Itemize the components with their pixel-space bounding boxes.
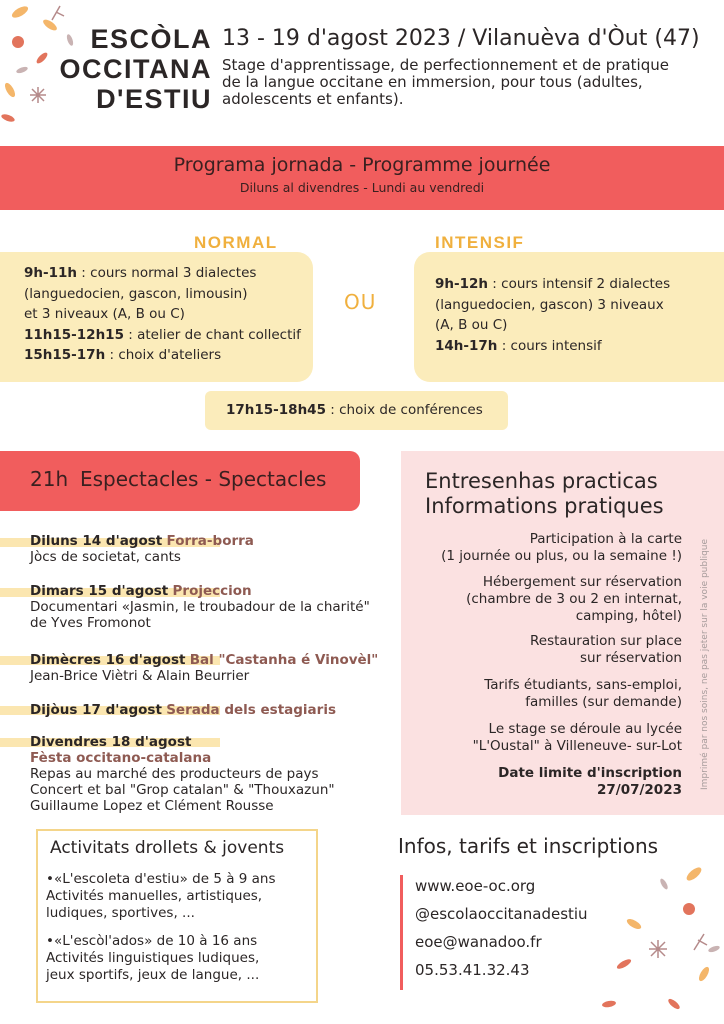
email-link[interactable]: eoe@wanadoo.fr: [415, 933, 542, 951]
info-paragraph: Participation à la carte (1 journée ou plus, ou la semaine !): [441, 531, 682, 564]
program-banner: [0, 146, 724, 210]
schedule-line: 15h15-17h : choix d'ateliers: [24, 347, 222, 363]
leaves-decoration-bottom-icon: [594, 854, 724, 1024]
practical-info-title: Entresenhas practicas Informations pratiques: [425, 469, 664, 518]
info-paragraph: Tarifs étudiants, sans-emploi, familles (sur demande): [484, 677, 682, 710]
event-item: Diluns 14 d'agost Forra-borra Jòcs de societat, cants: [30, 533, 254, 565]
evening-title: Espectacles - Spectacles: [80, 467, 327, 491]
or-separator: OU: [344, 290, 377, 314]
program-title: Programa jornada - Programme journée: [173, 154, 551, 176]
schedule-line: 9h-12h : cours intensif 2 dialectes: [435, 276, 671, 292]
event-dates: 13 - 19 d'agost 2023 / Vilanuèva d'Òut (47): [222, 26, 700, 51]
conference-box: [205, 391, 508, 430]
phone-number[interactable]: 05.53.41.32.43: [415, 961, 530, 979]
schedule-line: 14h-17h : cours intensif: [435, 337, 602, 354]
registration-deadline: Date limite d'inscription 27/07/2023: [498, 765, 682, 798]
logo-line: OCCITANA: [59, 54, 212, 84]
print-notice: Imprimé par nos soins, ne pas jeter sur la voie publique: [700, 538, 710, 790]
contact-divider: [400, 875, 403, 990]
intensif-label: INTENSIF: [435, 233, 525, 252]
event-description: Stage d'apprentissage, de perfectionnement et de pratique de la langue occitane en immersion, pour tous (adultes, adolescents et enfants).: [222, 56, 669, 108]
school-logo: [52, 24, 212, 114]
event-item: Dijòus 17 d'agost Serada dels estagiaris: [30, 702, 336, 718]
social-handle[interactable]: @escolaoccitanadestiu: [415, 905, 588, 923]
evening-time: 21h: [30, 467, 69, 491]
schedule-line: 11h15-12h15 : atelier de chant collectif: [24, 326, 301, 343]
youth-activity-item: •«L'escòl'ados» de 10 à 16 ans Activités linguistiques ludiques, jeux sportifs, jeux de langue, ...: [46, 933, 260, 983]
event-item: Dimècres 16 d'agost Bal "Castanha é Vinovèl" Jean-Brice Viètri & Alain Beurrier: [30, 652, 379, 684]
info-paragraph: Restauration sur place sur réservation: [530, 633, 682, 666]
contact-title: Infos, tarifs et inscriptions: [398, 834, 659, 858]
youth-activity-item: •«L'escoleta d'estiu» de 5 à 9 ans Activités manuelles, artistiques, ludiques, sportives, ...: [46, 871, 276, 921]
info-paragraph: Le stage se déroule au lycée "L'Oustal" à Villeneuve- sur-Lot: [472, 721, 682, 754]
normal-schedule-box: [0, 252, 313, 382]
logo-line: ESCÒLA: [90, 24, 212, 54]
intensif-schedule-box: [414, 252, 724, 382]
event-item: Divendres 18 d'agost Fèsta occitano-catalana Repas au marché des producteurs de pays Concert et bal "Grop catalan" & "Thouxazun" Guillaume Lopez et Clément Rousse: [30, 734, 335, 814]
evening-banner: [0, 451, 360, 511]
info-paragraph: Hébergement sur réservation (chambre de 3 ou 2 en internat, camping, hôtel): [466, 574, 682, 624]
schedule-line: (languedocien, gascon, limousin): [24, 285, 248, 302]
youth-activities-title: Activitats drollets & jovents: [50, 838, 285, 858]
schedule-line: 17h15-18h45 : choix de conférences: [226, 402, 483, 418]
program-subtitle: Diluns al divendres - Lundi au vendredi: [239, 180, 485, 195]
logo-line: D'ESTIU: [96, 84, 212, 114]
website-link[interactable]: www.eoe-oc.org: [415, 877, 536, 895]
schedule-line: (A, B ou C): [435, 317, 508, 333]
schedule-line: et 3 niveaux (A, B ou C): [24, 306, 185, 322]
schedule-line: (languedocien, gascon) 3 niveaux: [435, 296, 664, 313]
schedule-line: 9h-11h : cours normal 3 dialectes: [24, 265, 257, 281]
normal-label: NORMAL: [194, 233, 278, 252]
event-item: Dimars 15 d'agost Projeccion Documentari «Jasmin, le troubadour de la charité" de Yves Fromonot: [30, 583, 370, 631]
